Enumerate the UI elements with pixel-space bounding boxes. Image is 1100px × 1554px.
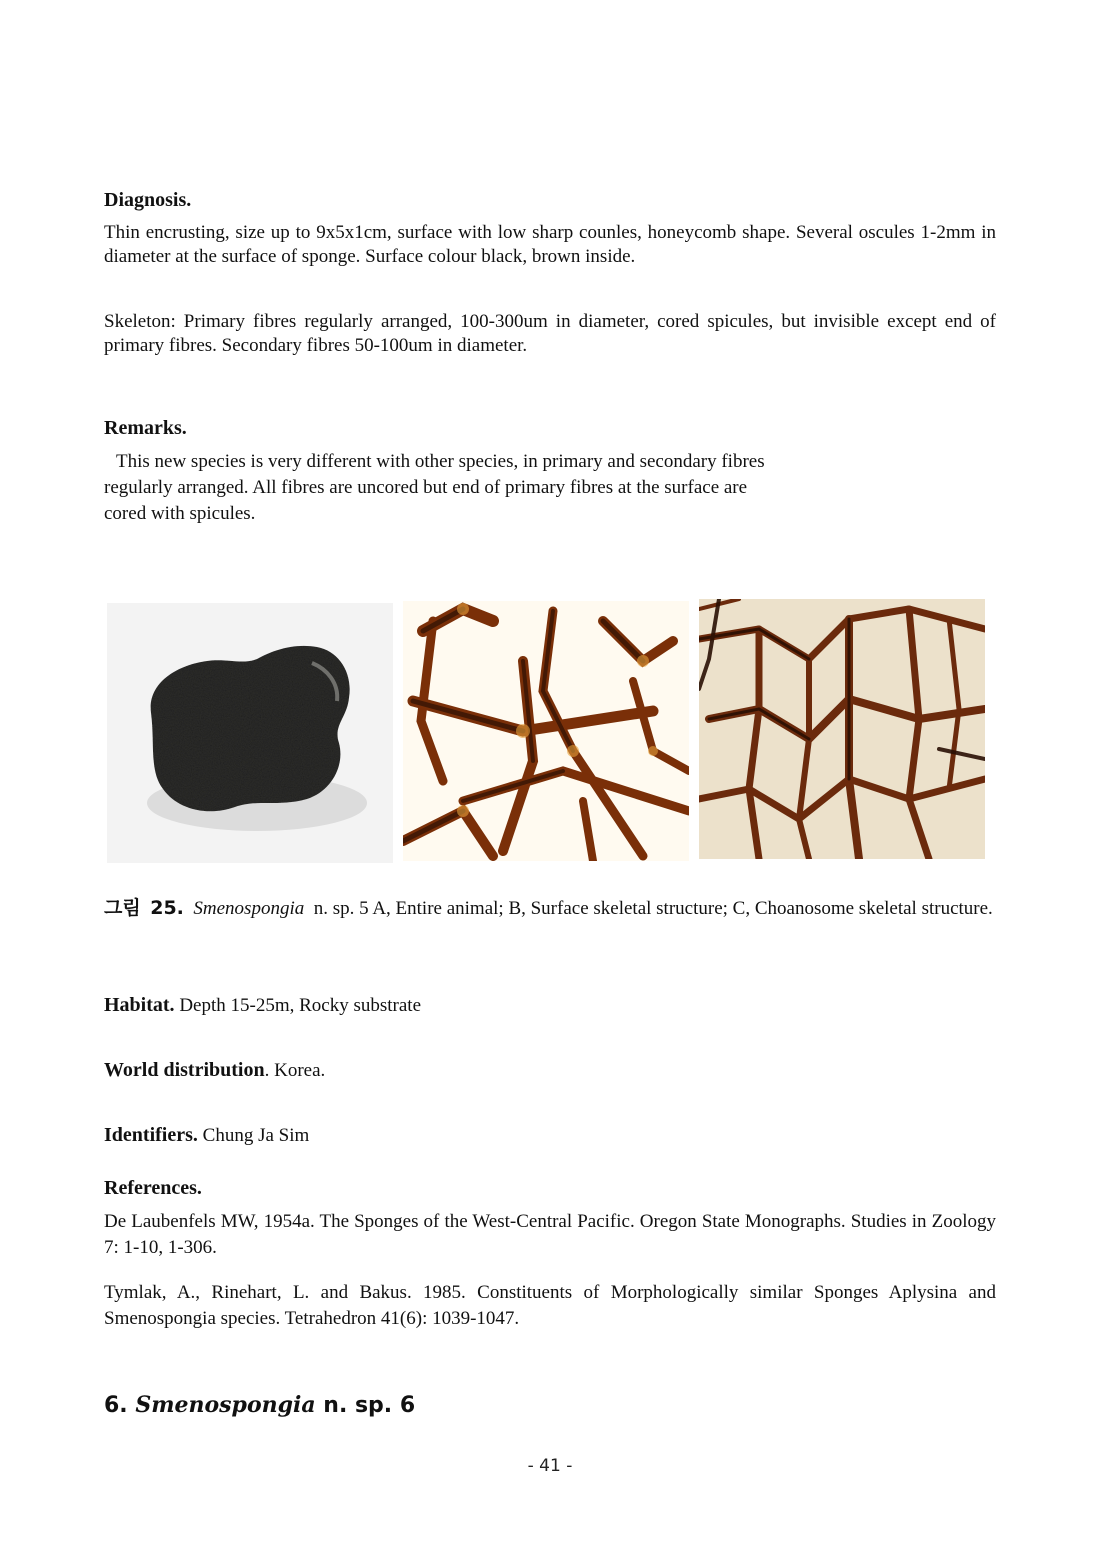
diagnosis-heading: Diagnosis. xyxy=(104,189,192,211)
figure-caption-text xyxy=(104,892,996,925)
figure-photo-choanosome-skeleton xyxy=(699,599,985,859)
figure-caption xyxy=(104,892,996,925)
sponge-image xyxy=(107,603,393,863)
habitat-text xyxy=(104,993,996,1018)
section-number: 6. xyxy=(104,1393,128,1418)
figure-label: 그림 xyxy=(104,897,141,919)
surface-skeleton-image xyxy=(403,601,689,861)
identifiers-text xyxy=(104,1123,996,1148)
distribution-label: World distribution xyxy=(104,1059,265,1081)
distribution-text xyxy=(104,1058,996,1083)
habitat-line xyxy=(104,993,996,1018)
choanosome-skeleton-image xyxy=(699,599,985,859)
remarks-heading: Remarks. xyxy=(104,417,187,439)
reference-1-text: De Laubenfels MW, 1954a. The Sponges of the West-Central Pacific. Oregon State Monographs. Studies in Zoology 7: 1-10, 1-306. xyxy=(104,1211,996,1258)
reference-2-text: Tymlak, A., Rinehart, L. and Bakus. 1985. Constituents of Morphologically similar Sponges Aplysina and Smenospongia species. Tetrahedron 41(6): 1039-1047. xyxy=(104,1282,996,1329)
section-6-title xyxy=(104,1391,996,1420)
remarks-line-3: cored with spicules. xyxy=(104,503,256,524)
identifiers-line xyxy=(104,1123,996,1148)
habitat-label: Habitat. xyxy=(104,994,175,1016)
remarks-paragraph xyxy=(104,449,1004,527)
references-section xyxy=(104,1176,996,1200)
diagnosis-text: Thin encrusting, size up to 9x5x1cm, surface with low sharp counles, honeycomb shape. Several oscules 1-2mm in diameter at the surface of sponge. Surface colour black, brown inside. xyxy=(104,222,996,267)
reference-1 xyxy=(104,1209,996,1261)
distribution-line xyxy=(104,1058,996,1083)
remarks-section xyxy=(104,416,996,440)
diagnosis-paragraph-2 xyxy=(104,310,996,358)
references-heading: References. xyxy=(104,1177,202,1199)
figure-photo-surface-skeleton xyxy=(403,601,689,861)
figure-genus: Smenospongia xyxy=(193,898,305,919)
page-number: - 41 - xyxy=(527,1456,573,1476)
habitat-value: Depth 15-25m, Rocky substrate xyxy=(179,995,421,1016)
diagnosis-paragraph-1 xyxy=(104,221,996,269)
identifiers-label: Identifiers. xyxy=(104,1124,198,1146)
section-rest: n. sp. 6 xyxy=(323,1393,416,1418)
distribution-value: . Korea. xyxy=(264,1060,326,1081)
figure-description: n. sp. 5 A, Entire animal; B, Surface skeletal structure; C, Choanosome skeletal structure. xyxy=(313,898,993,919)
section-genus: Smenospongia xyxy=(135,1392,316,1418)
diagnosis-section xyxy=(104,188,996,212)
remarks-line-2: regularly arranged. All fibres are uncored but end of primary fibres at the surface are xyxy=(104,477,748,498)
next-section-heading xyxy=(104,1391,996,1420)
figure-number: 25. xyxy=(150,897,184,919)
reference-2 xyxy=(104,1280,996,1332)
skeleton-text: Skeleton: Primary fibres regularly arranged, 100-300um in diameter, cored spicules, but invisible except end of primary fibres. Secondary fibres 50-100um in diameter. xyxy=(104,311,996,356)
figure-photo-entire-animal xyxy=(107,603,393,863)
identifiers-value: Chung Ja Sim xyxy=(202,1125,310,1146)
remarks-line-1: This new species is very different with other species, in primary and secondary fibres xyxy=(116,451,765,472)
